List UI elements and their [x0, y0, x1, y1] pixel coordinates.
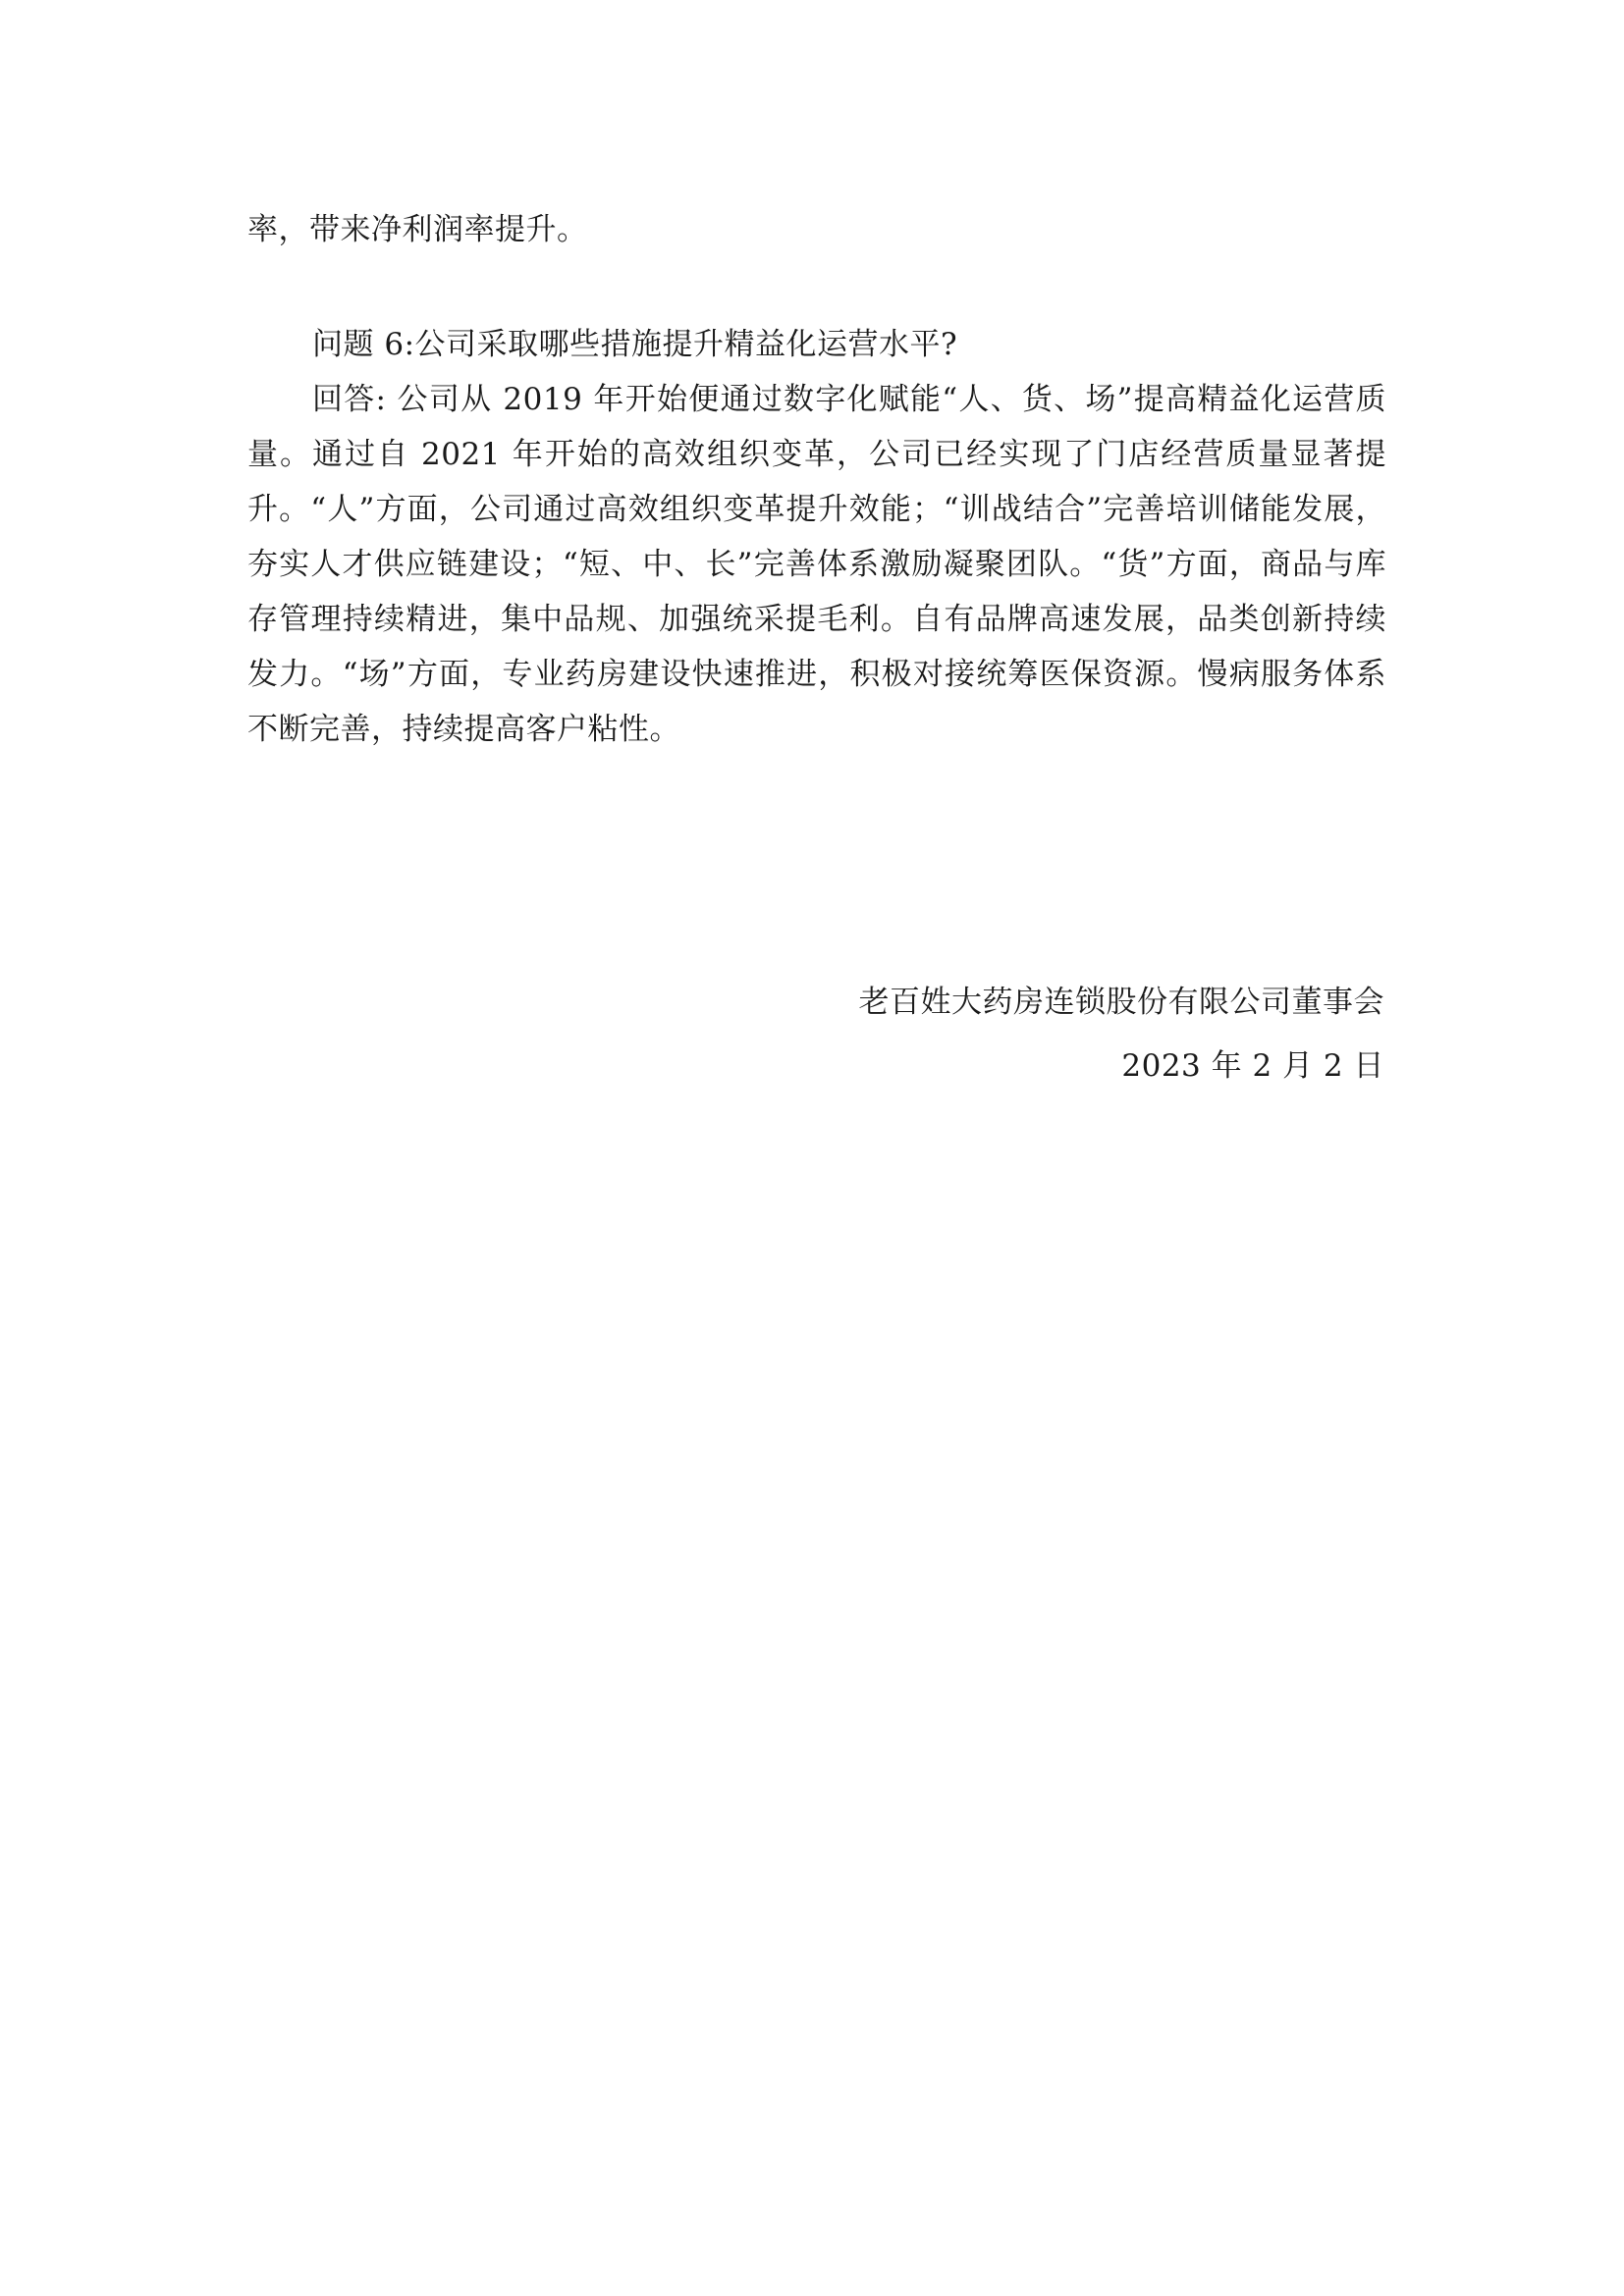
continuation-paragraph: 率，带来净利润率提升。 [247, 212, 588, 247]
question-heading: 问题 6:公司采取哪些措施提升精益化运营水平? [312, 327, 958, 362]
signature-organization: 老百姓大药房连锁股份有限公司董事会 [858, 985, 1384, 1020]
answer-paragraph: 回答: 公司从 2019 年开始便通过数字化赋能“人、货、场”提高精益化运营质量。通过自 2021 年开始的高效组织变革，公司已经实现了门店经营质量显著提升。“人”方面，公司通过高效组织变革提升效能；“训战结合”完善培训储能发展，夯实人才供应链建设；“短、中、长”完善体系激励凝聚团队。“货”方面，商品与库存管理持续精进，集中品规、加强统采提毛利。自有品牌高速发展，品类创新持续发力。“场”方面，专业药房建设快速推进，积极对接统筹医保资源。慢病服务体系不断完善，持续提高客户粘性。 [247, 382, 1386, 747]
signature-date: 2023 年 2 月 2 日 [1121, 1048, 1384, 1084]
